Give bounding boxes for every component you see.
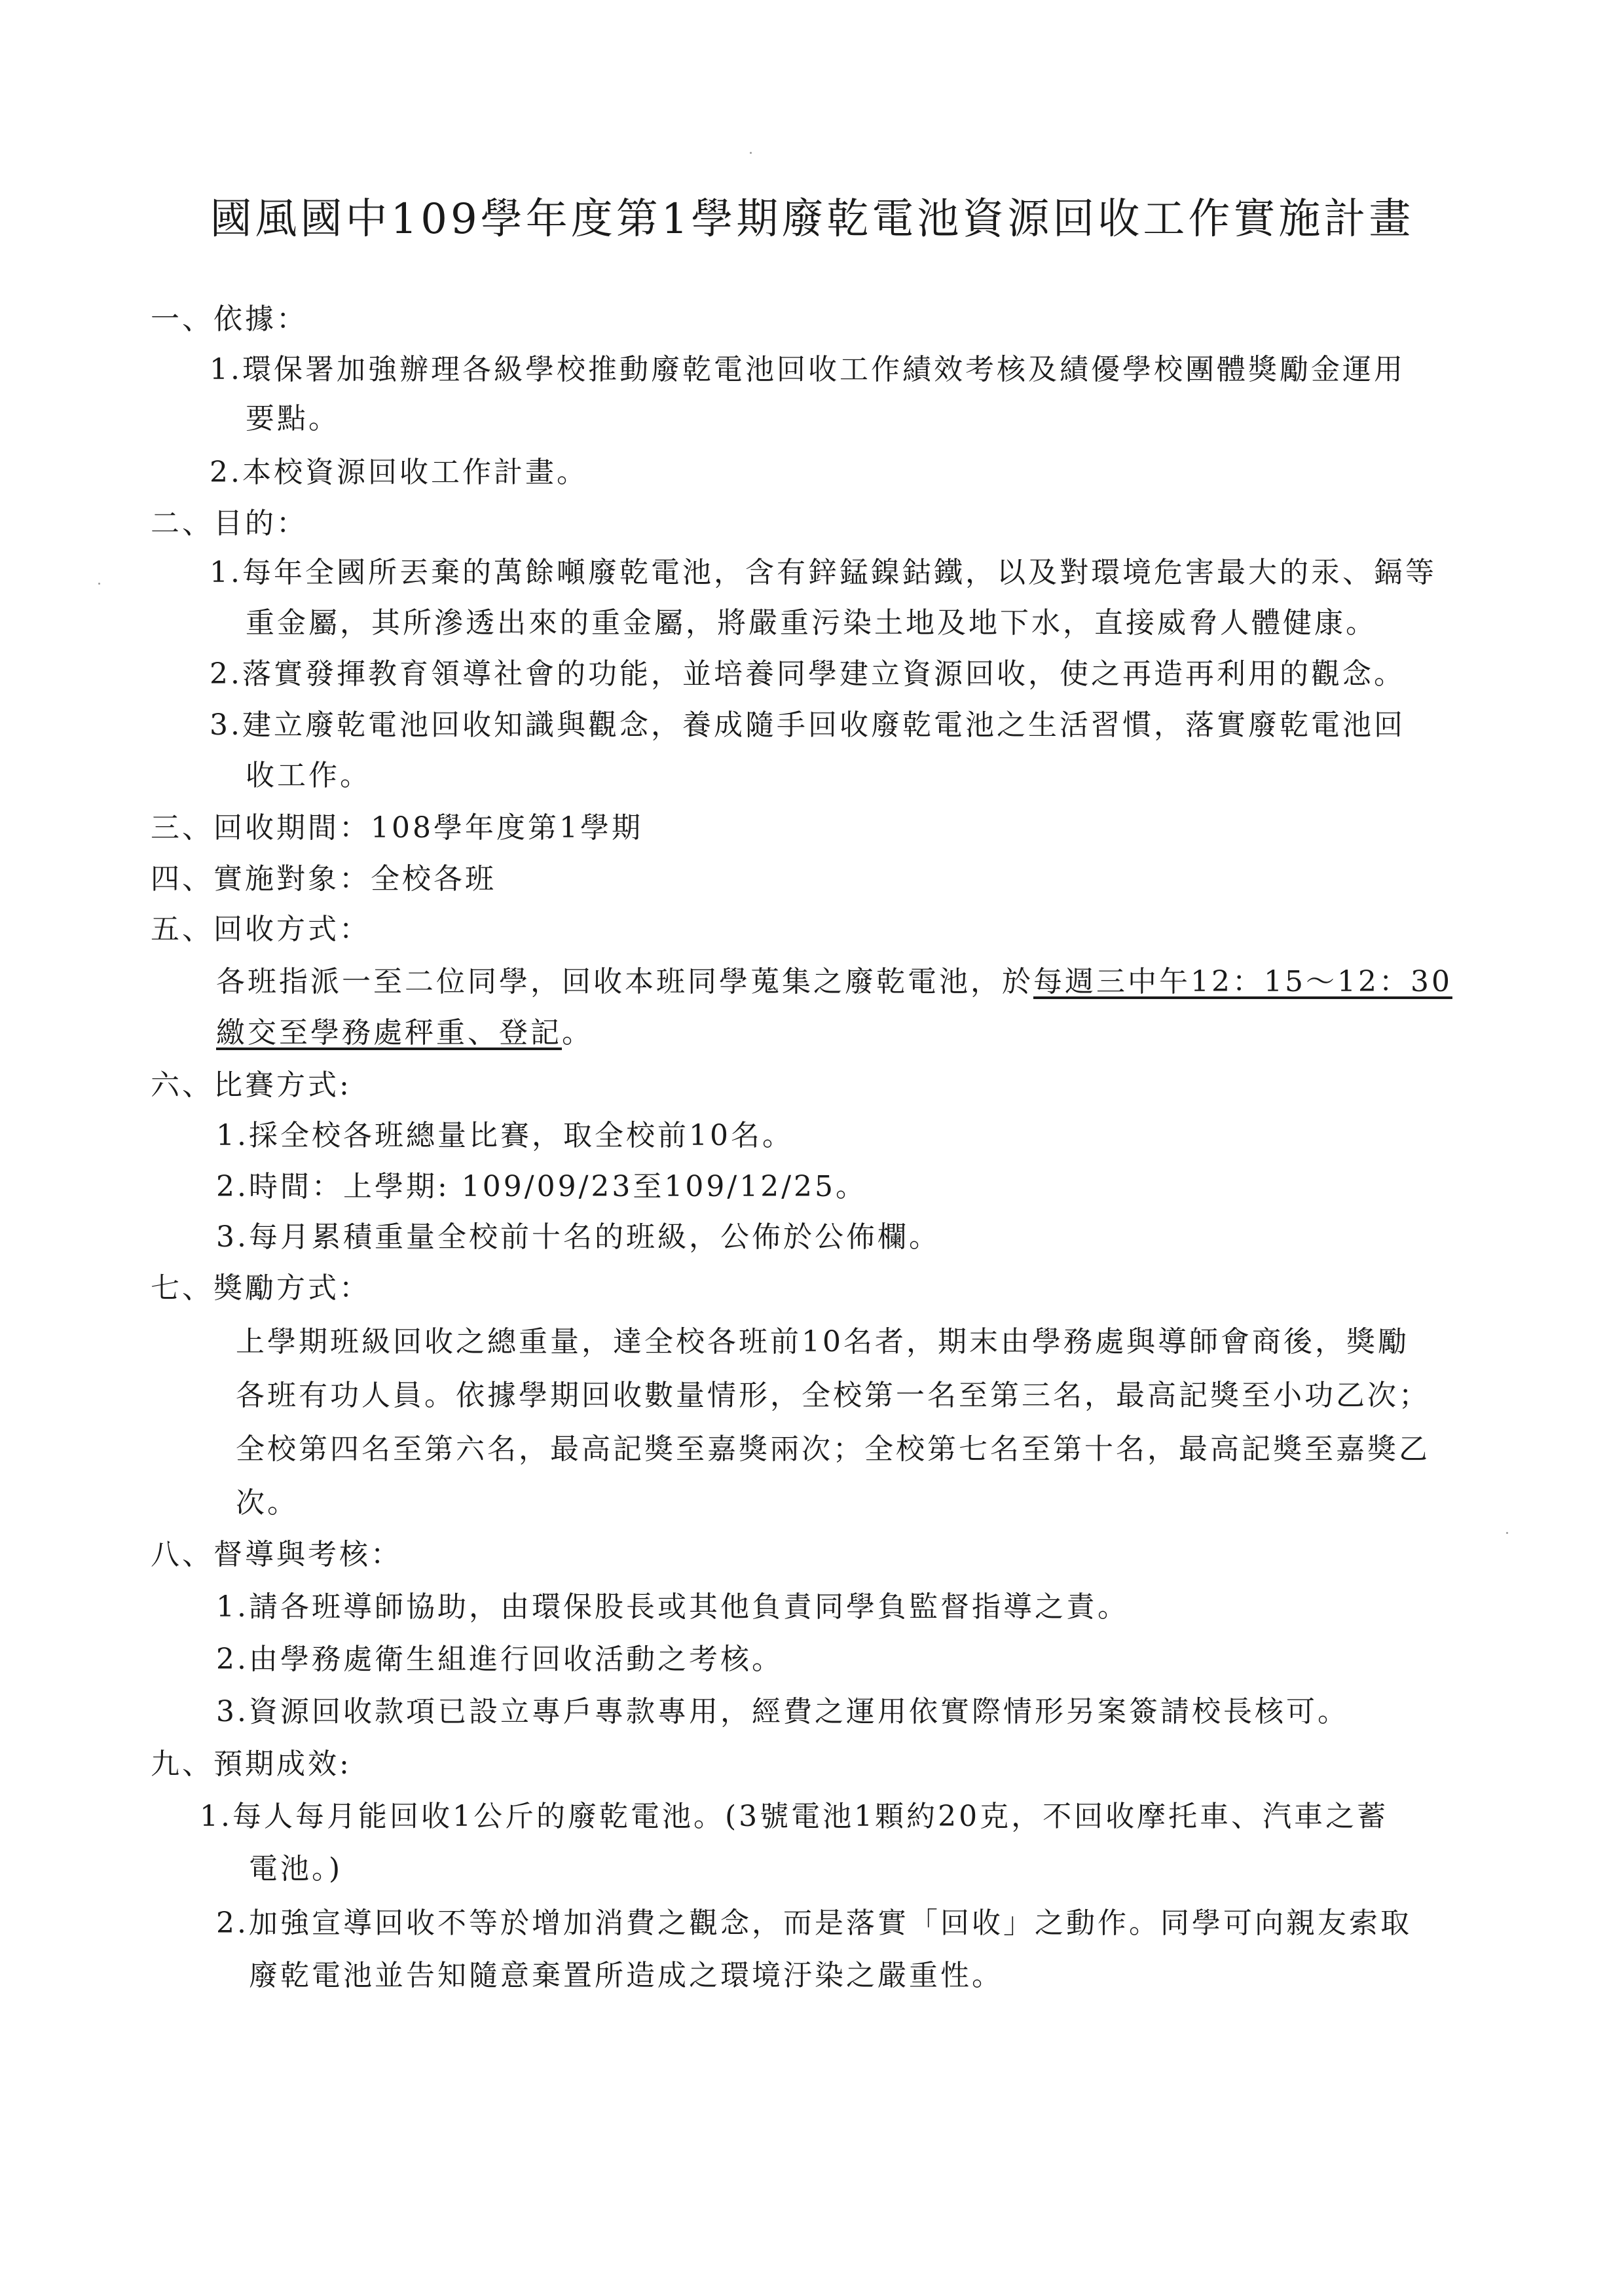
reward-paragraph-line: 各班有功人員。依據學期回收數量情形，全校第一名至第三名，最高記獎至小功乙次； [236,1379,1430,1412]
scan-speck [98,583,100,585]
list-item: 1.採全校各班總量比賽，取全校前10名。 [216,1119,794,1152]
method-period: 。 [562,1016,593,1049]
list-item: 2.本校資源回收工作計畫。 [210,456,588,489]
method-paragraph-line1 [216,962,1452,1002]
reward-paragraph-line: 全校第四名至第六名，最高記獎至嘉獎兩次；全校第七名至第十名，最高記獎至嘉獎乙 [236,1432,1430,1466]
list-item: 2.由學務處衛生組進行回收活動之考核。 [216,1643,783,1676]
method-paragraph-line2 [216,1013,593,1053]
scan-speck [1506,1532,1508,1534]
list-item-continuation: 收工作。 [246,759,371,792]
list-item: 1.每年全國所丟棄的萬餘噸廢乾電池，含有鋅錳鎳鈷鐵，以及對環境危害最大的汞、鎘等 [210,556,1437,589]
list-item-continuation: 要點。 [246,402,340,435]
section-heading-target: 四、實施對象：全校各班 [151,862,496,896]
list-item: 3.每月累積重量全校前十名的班級，公佈於公佈欄。 [216,1220,940,1254]
list-item: 1.每人每月能回收1公斤的廢乾電池。(3號電池1顆約20克，不回收摩托車、汽車之蓄 [200,1800,1389,1833]
reward-paragraph-line: 次。 [236,1486,299,1520]
section-heading-competition: 六、比賽方式: [151,1068,352,1102]
list-item: 2.時間：上學期: 109/09/23至109/12/25。 [216,1170,868,1203]
method-time-underlined: 每週三中午12：15～12：30 [1033,965,1452,998]
method-submit-underlined: 繳交至學務處秤重、登記 [216,1016,562,1049]
list-item: 3.資源回收款項已設立專戶專款專用，經費之運用依實際情形另案簽請校長核可。 [216,1695,1349,1728]
section-heading-basis: 一、依據： [151,302,308,336]
list-item-continuation: 電池。) [249,1852,343,1886]
section-heading-expected: 九、預期成效: [151,1747,352,1781]
method-text: 各班指派一至二位同學，回收本班同學蒐集之廢乾電池，於 [216,965,1033,998]
section-heading-method: 五、回收方式： [151,913,371,946]
reward-paragraph-line: 上學期班級回收之總重量，達全校各班前10名者，期末由學務處與導師會商後，獎勵 [236,1325,1409,1358]
section-heading-period: 三、回收期間：108學年度第1學期 [151,811,643,845]
section-heading-supervision: 八、督導與考核： [151,1538,402,1571]
list-item: 1.請各班導師協助，由環保股長或其他負責同學負監督指導之責。 [216,1590,1129,1624]
scan-speck [750,152,752,154]
list-item: 2.加強宣導回收不等於增加消費之觀念，而是落實「回收」之動作。同學可向親友索取 [216,1906,1412,1940]
section-heading-reward: 七、獎勵方式： [151,1271,371,1305]
list-item: 2.落實發揮教育領導社會的功能，並培養同學建立資源回收，使之再造再利用的觀念。 [210,657,1405,691]
list-item: 1.環保署加強辦理各級學校推動廢乾電池回收工作績效考核及績優學校團體獎勵金運用 [210,353,1405,386]
list-item: 3.建立廢乾電池回收知識與觀念，養成隨手回收廢乾電池之生活習慣，落實廢乾電池回 [210,708,1405,742]
section-heading-purpose: 二、目的： [151,507,308,540]
list-item-continuation: 廢乾電池並告知隨意棄置所造成之環境汙染之嚴重性。 [249,1959,1003,1992]
page-title: 國風國中109學年度第1學期廢乾電池資源回收工作實施計畫 [210,195,1414,244]
list-item-continuation: 重金屬，其所滲透出來的重金屬，將嚴重污染土地及地下水，直接威脅人體健康。 [246,606,1377,640]
